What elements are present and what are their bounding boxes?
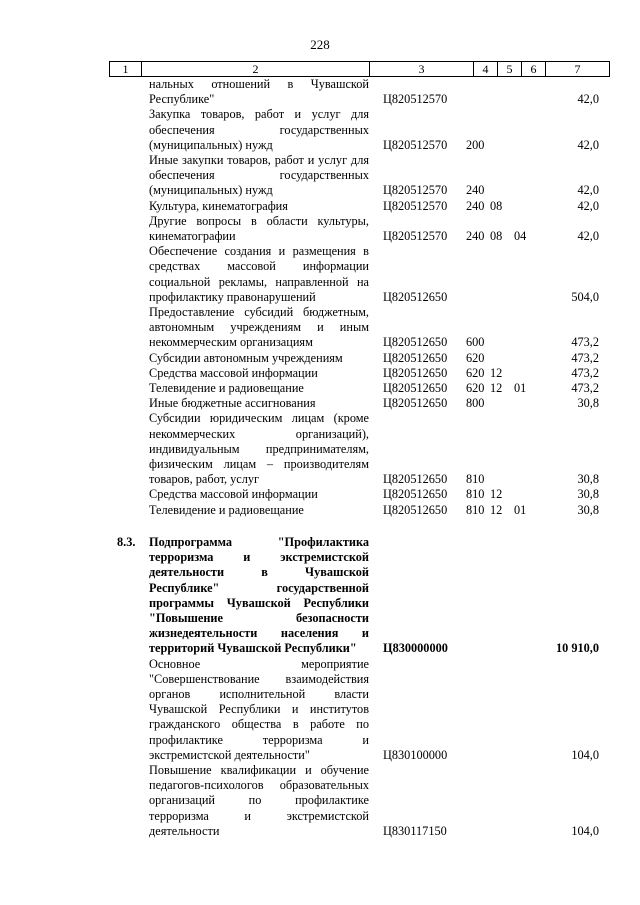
row-description: Субсидии юридическим лицам (кроме некоммерческих организаций), индивидуальным предпринимателям, физическим лицам – производителям товаров, работ, услуг bbox=[149, 411, 369, 487]
table-row bbox=[0, 657, 640, 763]
target-article-code: Ц820512570 bbox=[383, 198, 448, 213]
row-description: Телевидение и радиовещание bbox=[149, 381, 304, 396]
amount: 30,8 bbox=[577, 487, 599, 502]
column-header-4: 4 bbox=[474, 62, 498, 77]
amount: 104,0 bbox=[571, 823, 599, 838]
target-article-code: Ц830000000 bbox=[383, 641, 448, 656]
expense-type: 620 bbox=[466, 350, 485, 365]
amount: 473,2 bbox=[571, 335, 599, 350]
expense-type: 240 bbox=[466, 198, 485, 213]
table-row bbox=[0, 107, 640, 153]
section-number: 8.3. bbox=[117, 534, 136, 549]
amount: 42,0 bbox=[577, 183, 599, 198]
column-header-row bbox=[110, 62, 610, 77]
row-description: Иные бюджетные ассигнования bbox=[149, 396, 316, 411]
row-description: Обеспечение создания и размещения в средствах массовой информации социальной рекламы, направленной на профилактику правонарушений bbox=[149, 244, 369, 304]
row-description: Телевидение и радиовещание bbox=[149, 502, 304, 517]
expense-type: 810 bbox=[466, 472, 485, 487]
target-article-code: Ц830117150 bbox=[383, 823, 447, 838]
amount: 473,2 bbox=[571, 365, 599, 380]
subsection-code: 04 bbox=[514, 229, 527, 244]
column-header-5: 5 bbox=[498, 62, 522, 77]
table-row bbox=[0, 535, 640, 657]
amount: 504,0 bbox=[571, 289, 599, 304]
expense-type: 240 bbox=[466, 183, 485, 198]
row-description: Закупка товаров, работ и услуг для обеспечения государственных (муниципальных) нужд bbox=[149, 107, 369, 152]
target-article-code: Ц820512570 bbox=[383, 92, 448, 107]
section-code: 12 bbox=[490, 487, 503, 502]
amount: 42,0 bbox=[577, 198, 599, 213]
target-article-code: Ц820512570 bbox=[383, 229, 448, 244]
column-header-3: 3 bbox=[370, 62, 474, 77]
column-header-1: 1 bbox=[110, 62, 142, 77]
section-code: 08 bbox=[490, 229, 503, 244]
subsection-code: 01 bbox=[514, 381, 527, 396]
row-description: Субсидии автономным учреждениям bbox=[149, 350, 343, 365]
table-row bbox=[0, 763, 640, 839]
row-description: Повышение квалификации и обучение педагогов-психологов образовательных организаций по профилактике терроризма и экстремистской деятельности bbox=[149, 762, 369, 838]
section-spacer bbox=[0, 518, 640, 535]
target-article-code: Ц820512650 bbox=[383, 472, 448, 487]
target-article-code: Ц820512650 bbox=[383, 487, 448, 502]
expense-type: 600 bbox=[466, 335, 485, 350]
row-description: Иные закупки товаров, работ и услуг для обеспечения государственных (муниципальных) нужд bbox=[149, 153, 369, 198]
table-row bbox=[0, 503, 640, 518]
target-article-code: Ц820512650 bbox=[383, 289, 448, 304]
expense-type: 240 bbox=[466, 229, 485, 244]
section-code: 12 bbox=[490, 365, 503, 380]
table-row bbox=[0, 77, 640, 107]
row-description: Подпрограмма "Профилактика терроризма и экстремистской деятельности в Чувашской Республике" государственной программы Чувашской Республики "Повышение безопасности жизнедеятельности населения и территорий Чувашской Республики" bbox=[149, 534, 369, 656]
amount: 473,2 bbox=[571, 350, 599, 365]
amount: 30,8 bbox=[577, 472, 599, 487]
table-row bbox=[0, 244, 640, 305]
table-row bbox=[0, 381, 640, 396]
expense-type: 810 bbox=[466, 487, 485, 502]
section-code: 12 bbox=[490, 381, 503, 396]
amount: 473,2 bbox=[571, 381, 599, 396]
target-article-code: Ц820512650 bbox=[383, 335, 448, 350]
table-row bbox=[0, 199, 640, 214]
column-header-2: 2 bbox=[142, 62, 370, 77]
target-article-code: Ц820512650 bbox=[383, 502, 448, 517]
target-article-code: Ц820512570 bbox=[383, 137, 448, 152]
amount: 42,0 bbox=[577, 137, 599, 152]
subsection-code: 01 bbox=[514, 502, 527, 517]
target-article-code: Ц820512650 bbox=[383, 365, 448, 380]
amount: 42,0 bbox=[577, 229, 599, 244]
page-number: 228 bbox=[310, 37, 330, 52]
expense-type: 800 bbox=[466, 396, 485, 411]
section-code: 08 bbox=[490, 198, 503, 213]
row-description: Предоставление субсидий бюджетным, автономным учреждениям и иным некоммерческим организациям bbox=[149, 305, 369, 350]
row-description: Культура, кинематография bbox=[149, 198, 288, 213]
target-article-code: Ц820512650 bbox=[383, 350, 448, 365]
amount: 42,0 bbox=[577, 92, 599, 107]
expense-type: 620 bbox=[466, 365, 485, 380]
amount: 30,8 bbox=[577, 396, 599, 411]
amount: 104,0 bbox=[571, 747, 599, 762]
column-header-table bbox=[109, 61, 610, 77]
row-description: Средства массовой информации bbox=[149, 365, 318, 380]
column-header-6: 6 bbox=[522, 62, 546, 77]
expense-type: 200 bbox=[466, 137, 485, 152]
target-article-code: Ц820512570 bbox=[383, 183, 448, 198]
row-description: Другие вопросы в области культуры, кинематографии bbox=[149, 213, 369, 244]
table-row bbox=[0, 396, 640, 411]
amount: 10 910,0 bbox=[555, 641, 599, 656]
expense-type: 620 bbox=[466, 381, 485, 396]
table-row bbox=[0, 411, 640, 487]
table-row bbox=[0, 351, 640, 366]
table-row bbox=[0, 366, 640, 381]
table-row bbox=[0, 214, 640, 244]
row-description: Средства массовой информации bbox=[149, 487, 318, 502]
target-article-code: Ц820512650 bbox=[383, 381, 448, 396]
column-header-7: 7 bbox=[546, 62, 610, 77]
target-article-code: Ц830100000 bbox=[383, 747, 448, 762]
budget-table-body bbox=[0, 77, 640, 839]
table-row bbox=[0, 487, 640, 502]
row-description: нальных отношений в Чувашской Республике" bbox=[149, 77, 369, 107]
amount: 30,8 bbox=[577, 502, 599, 517]
table-row bbox=[0, 305, 640, 351]
target-article-code: Ц820512650 bbox=[383, 396, 448, 411]
table-row bbox=[0, 153, 640, 199]
row-description: Основное мероприятие "Совершенствование взаимодействия органов исполнительной власти Чувашской Республики и институтов гражданского общества в работе по профилактике терроризма и экстремистской деятельности" bbox=[149, 656, 369, 762]
section-code: 12 bbox=[490, 502, 503, 517]
expense-type: 810 bbox=[466, 502, 485, 517]
